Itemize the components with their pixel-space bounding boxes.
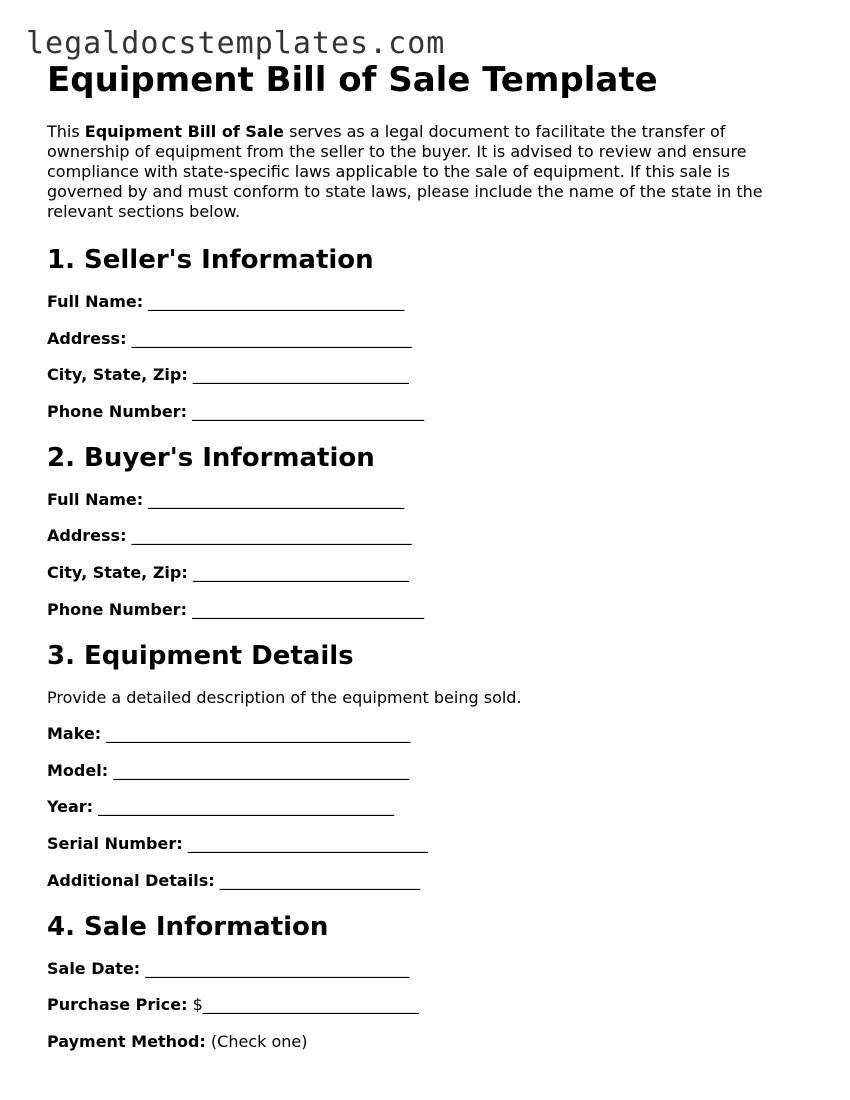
buyer-city-state-zip-field[interactable] xyxy=(47,563,807,583)
equipment-additional-blank[interactable]: _________________________ xyxy=(219,870,420,890)
field-label: Year: xyxy=(47,797,94,817)
purchase-price-field[interactable] xyxy=(47,995,807,1015)
buyer-city-state-zip-blank[interactable]: ___________________________ xyxy=(192,562,409,582)
equipment-heading: 3. Equipment Details xyxy=(47,640,354,671)
equipment-year-field[interactable] xyxy=(47,797,807,817)
purchase-price-blank[interactable]: $___________________________ xyxy=(192,995,419,1015)
field-label: Additional Details: xyxy=(47,870,215,890)
intro-bold: Equipment Bill of Sale xyxy=(84,122,285,141)
equipment-description: Provide a detailed description of the equipment being sold. xyxy=(47,687,522,707)
field-label: Full Name: xyxy=(47,489,144,509)
field-label: Address: xyxy=(47,328,127,348)
buyer-full-name-blank[interactable]: ________________________________ xyxy=(148,489,405,509)
buyer-section xyxy=(47,442,807,620)
equipment-make-field[interactable] xyxy=(47,724,807,744)
seller-phone-field[interactable] xyxy=(47,402,807,422)
payment-method-field xyxy=(47,1032,807,1052)
intro-paragraph xyxy=(47,122,807,222)
buyer-full-name-field[interactable] xyxy=(47,490,807,510)
watermark: legaldocstemplates.com xyxy=(26,26,446,61)
field-label: Purchase Price: xyxy=(47,995,188,1015)
sale-date-blank[interactable]: _________________________________ xyxy=(145,958,410,978)
field-label: Phone Number: xyxy=(47,401,187,421)
field-label: City, State, Zip: xyxy=(47,365,188,385)
seller-city-state-zip-field[interactable] xyxy=(47,365,807,385)
field-label: Sale Date: xyxy=(47,958,141,978)
sale-date-field[interactable] xyxy=(47,959,807,979)
sale-section xyxy=(47,911,807,1052)
field-label: Address: xyxy=(47,526,127,546)
equipment-serial-blank[interactable]: ______________________________ xyxy=(187,833,428,853)
seller-city-state-zip-blank[interactable]: ___________________________ xyxy=(192,365,409,385)
equipment-section xyxy=(47,640,807,891)
buyer-address-field[interactable] xyxy=(47,526,807,546)
field-label: Full Name: xyxy=(47,292,144,311)
equipment-serial-field[interactable] xyxy=(47,834,807,854)
buyer-phone-blank[interactable]: _____________________________ xyxy=(192,599,425,619)
intro-suffix: serves as a legal document to facilitate the transfer of ownership of equipment from the seller to the buyer. It is advised to review and ensure compliance with state-specific laws applicable to the sale of equipment. If this sale is governed by and must conform to state laws, please include the name of the state in the relevant sections below. xyxy=(47,122,763,221)
equipment-model-field[interactable] xyxy=(47,761,807,781)
buyer-phone-field[interactable] xyxy=(47,600,807,620)
seller-section xyxy=(47,244,807,422)
equipment-make-blank[interactable]: ______________________________________ xyxy=(106,724,411,744)
seller-full-name-blank[interactable]: ________________________________ xyxy=(148,292,405,311)
payment-method-note: (Check one) xyxy=(210,1031,308,1051)
field-label: Model: xyxy=(47,760,109,780)
field-label: Make: xyxy=(47,724,102,744)
buyer-address-blank[interactable]: ___________________________________ xyxy=(131,526,412,546)
seller-phone-blank[interactable]: _____________________________ xyxy=(192,401,425,421)
buyer-heading: 2. Buyer's Information xyxy=(47,442,375,473)
seller-heading: 1. Seller's Information xyxy=(47,245,374,275)
equipment-additional-field[interactable] xyxy=(47,871,807,891)
seller-full-name-field[interactable] xyxy=(47,292,807,312)
field-label: Phone Number: xyxy=(47,599,187,619)
sale-heading: 4. Sale Information xyxy=(47,911,329,942)
field-label: City, State, Zip: xyxy=(47,562,188,582)
seller-address-field[interactable] xyxy=(47,329,807,349)
equipment-year-blank[interactable]: _____________________________________ xyxy=(98,797,395,817)
equipment-model-blank[interactable]: _____________________________________ xyxy=(113,760,410,780)
field-label: Serial Number: xyxy=(47,833,183,853)
page-title: Equipment Bill of Sale Template xyxy=(47,60,658,100)
intro-prefix: This xyxy=(47,122,85,141)
seller-address-blank[interactable]: ___________________________________ xyxy=(131,328,412,348)
document-body xyxy=(47,60,807,1068)
field-label: Payment Method: xyxy=(47,1031,206,1051)
